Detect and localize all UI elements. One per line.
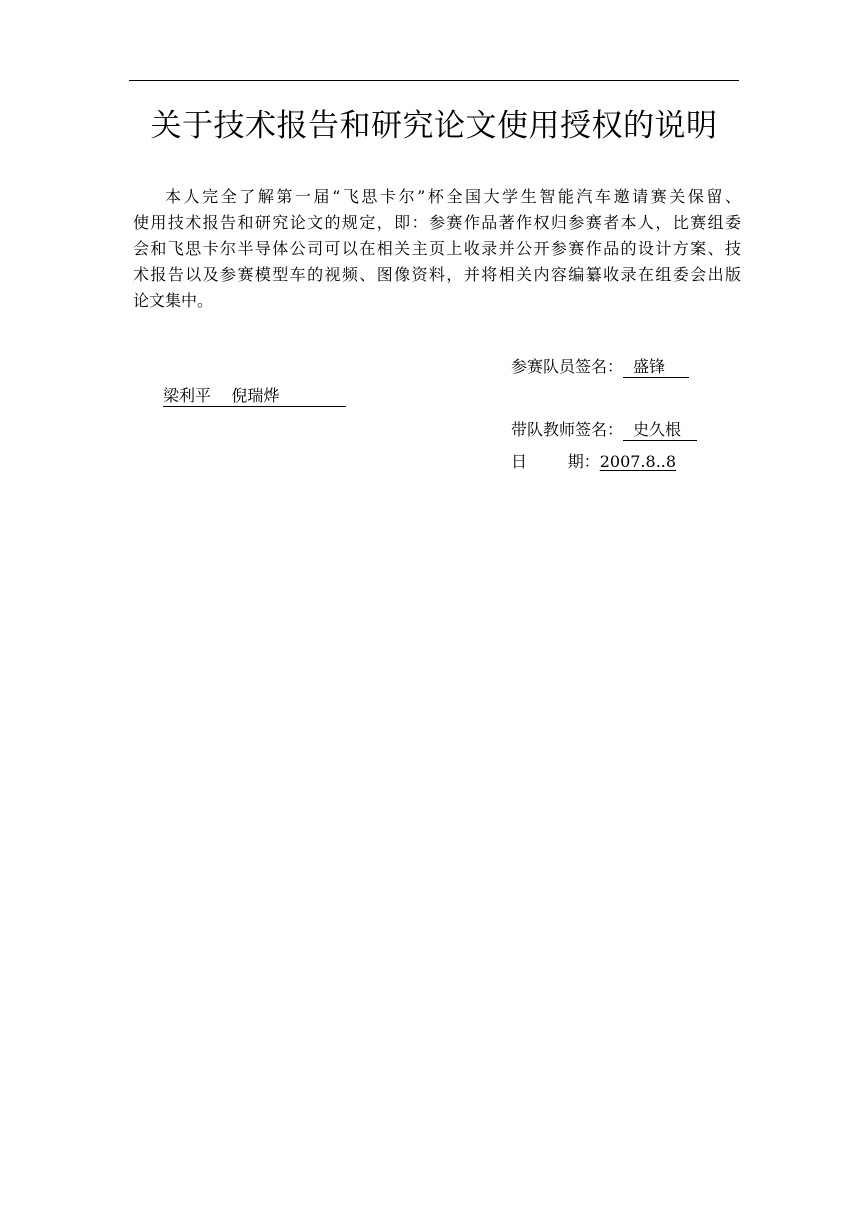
paragraph-line: 会和飞思卡尔半导体公司可以在相关主页上收录并公开参赛作品的设计方案、技 xyxy=(133,239,741,258)
paragraph-line: 使用技术报告和研究论文的规定，即：参赛作品著作权归参赛者本人，比赛组委 xyxy=(133,213,741,232)
header-rule xyxy=(129,80,739,81)
member-signature-name-1: 盛锋 xyxy=(623,357,689,378)
authorization-paragraph xyxy=(133,184,741,314)
teacher-signature-name: 史久根 xyxy=(623,420,697,441)
member-signature-names-2: 梁利平 倪瑞烨 xyxy=(163,386,346,407)
paragraph-line: 术报告以及参赛模型车的视频、图像资料，并将相关内容编纂收录在组委会出版 xyxy=(133,265,741,284)
teacher-signature-line xyxy=(511,420,697,441)
teacher-signature-label: 带队教师签名： xyxy=(511,420,624,439)
date-line xyxy=(511,452,676,472)
member-signature-line xyxy=(511,357,689,378)
document-title: 关于技术报告和研究论文使用授权的说明 xyxy=(150,108,718,144)
paragraph-line: 论文集中。 xyxy=(133,291,214,310)
member-signature-continuation xyxy=(163,386,346,407)
paragraph-line: 本人完全了解第一届“飞思卡尔”杯全国大学生智能汽车邀请赛关保留、 xyxy=(165,187,741,206)
date-label: 日 期： xyxy=(511,452,600,471)
member-signature-label: 参赛队员签名： xyxy=(511,357,624,376)
date-value: 2007.8..8 xyxy=(599,452,677,471)
